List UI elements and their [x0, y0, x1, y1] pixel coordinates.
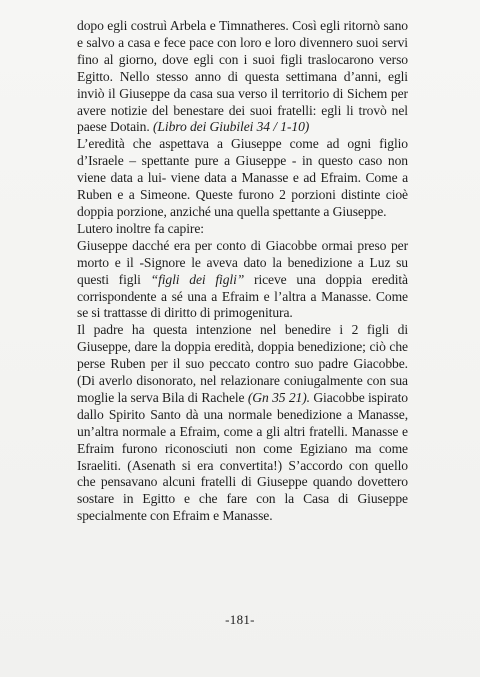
paragraph-double-inheritance [77, 238, 408, 323]
paragraph-text: Lutero inoltre fa capire: [77, 220, 204, 236]
paragraph-inheritance [77, 136, 408, 221]
paragraph-jubilees [77, 18, 408, 136]
paragraph-text: Giacobbe ispirato dallo Spirito Santo dà una normale benedizione a Manasse, un’altra normale a Efraim, come a gli altri fratelli. Manasse e Efraim furono riconosciuti non come Egiziano ma come Israeliti. (Asenath si era convertita!) S’accordo con quello che pensavano alcuni fratelli di Giuseppe quando dovettero sostare in Egitto e che fare con la Casa di Giuseppe specialmente con Efraim e Manasse. [77, 389, 408, 524]
paragraph-text: Giuseppe dacché era per conto di Giacobbe ormai preso per morto e il -Signore le aveva dato la benedizione a Luz su questi figli [77, 237, 408, 287]
paragraph-luther-intro [77, 221, 408, 238]
paragraph-text: dopo egli costruì Arbela e Timnatheres. Così egli ritornò sano e salvo a casa e fece pace con loro e loro divennero suoi servi fino al giorno, dove egli con i suoi figli traslocarono verso Egitto. Nello stesso anno di questa settimana d’anni, egli inviò il Giuseppe da casa sua verso il territorio di Sichem per avere notizie del benestare dei suoi fratelli: egli li trovò nel paese Dotain. [77, 18, 408, 135]
citation: (Libro dei Giubilei 34 / 1-10) [153, 119, 310, 135]
body-text [77, 18, 408, 525]
quoted-phrase: “figli dei figli” [150, 271, 245, 287]
citation: (Gn 35 21). [247, 389, 310, 405]
paragraph-text: L’eredità che aspettava a Giuseppe come ad ogni figlio d’Israele – spettante pure a Giuseppe - in questo caso non viene data a lui- viene data a Manasse e ad Efraim. Come a Ruben e a Simeone. Queste furono 2 porzioni distinte cioè doppia porzione, anziché una quella spettante a Giuseppe. [77, 136, 408, 219]
paragraph-text: Il padre ha questa intenzione nel benedire i 2 figli di Giuseppe, dare la doppia eredità, doppia benedizione; ciò che perse Ruben per il suo peccato contro suo padre Giacobbe. (Di averlo disonorato, nel relazionare coniugalmente con sua moglie la serva Bila di Rachele [77, 322, 408, 405]
paragraph-text: riceve una doppia eredità corrispondente a sé una a Efraim e l’altra a Manasse. Come se si trattasse di diritto di primogenitura. [77, 271, 408, 321]
paragraph-blessing [77, 322, 408, 525]
page-number: -181- [225, 612, 255, 627]
